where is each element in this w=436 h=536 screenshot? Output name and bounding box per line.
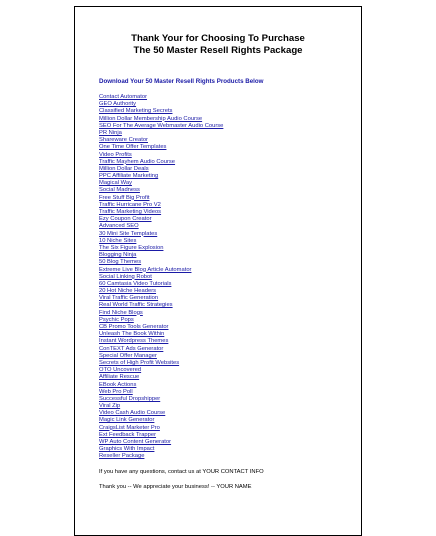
- product-download-link[interactable]: CraigsList Marketer Pro: [99, 424, 160, 431]
- list-item: [99, 446, 223, 453]
- product-download-link[interactable]: Contact Automator: [99, 94, 148, 100]
- list-item: [99, 216, 223, 223]
- list-item: [99, 410, 223, 417]
- list-item: [99, 152, 223, 159]
- list-item: [99, 187, 223, 194]
- product-download-link[interactable]: Secrets of High Profit Websites: [99, 359, 180, 366]
- product-download-link[interactable]: 20 Hot Niche Headers: [99, 288, 157, 295]
- product-download-link[interactable]: Reseller Package: [99, 453, 145, 460]
- list-item: [99, 374, 223, 381]
- product-download-link[interactable]: Million Dollar Deals: [99, 165, 149, 172]
- list-item: [99, 137, 223, 144]
- product-download-link[interactable]: Blogging Ninja: [99, 252, 137, 259]
- list-item: [99, 360, 223, 367]
- list-item: [99, 346, 223, 353]
- product-download-link[interactable]: One Time Offer Templates: [99, 144, 167, 151]
- product-download-link[interactable]: Social Madness: [99, 187, 140, 194]
- list-item: [99, 267, 223, 274]
- product-download-link[interactable]: GEO Authority: [99, 101, 137, 108]
- product-download-link[interactable]: Successful Dropshipper: [99, 395, 161, 402]
- list-item: [99, 238, 223, 245]
- product-download-link[interactable]: Free Stuff Big Profit: [99, 194, 150, 201]
- list-item: [99, 94, 223, 101]
- download-heading: Download Your 50 Master Resell Rights Products Below: [99, 78, 264, 85]
- document-page: [74, 6, 362, 536]
- product-download-link[interactable]: Traffic Marketing Videos: [99, 209, 162, 215]
- product-download-link[interactable]: Million Dollar Membership Audio Course: [99, 115, 203, 122]
- list-item: [99, 159, 223, 166]
- product-download-link[interactable]: Instant Wordpress Themes: [99, 338, 169, 345]
- list-item: [99, 144, 223, 151]
- list-item: [99, 417, 223, 424]
- product-download-link[interactable]: PPC Affiliate Marketing: [99, 173, 159, 180]
- list-item: [99, 425, 223, 432]
- list-item: [99, 173, 223, 180]
- list-item: [99, 302, 223, 309]
- list-item: [99, 274, 223, 281]
- product-download-link[interactable]: Video Profits: [99, 151, 132, 158]
- list-item: [99, 403, 223, 410]
- list-item: [99, 252, 223, 259]
- list-item: [99, 101, 223, 108]
- title-line-1: Thank Your for Choosing To Purchase: [131, 33, 305, 44]
- product-download-link[interactable]: Web Pro Poll: [99, 388, 133, 395]
- product-download-link[interactable]: Graphics With Impact: [99, 446, 155, 453]
- list-item: [99, 166, 223, 173]
- product-download-link[interactable]: Magic Link Generator: [99, 417, 155, 424]
- list-item: [99, 281, 223, 288]
- list-item: [99, 202, 223, 209]
- list-item: [99, 396, 223, 403]
- page-title: [75, 33, 361, 57]
- list-item: [99, 288, 223, 295]
- list-item: [99, 338, 223, 345]
- list-item: [99, 324, 223, 331]
- contact-note: If you have any questions, contact us at YOUR CONTACT INFO: [99, 469, 264, 475]
- product-download-link[interactable]: OTO Uncovered: [99, 367, 142, 374]
- list-item: [99, 231, 223, 238]
- list-item: [99, 223, 223, 230]
- product-download-link[interactable]: 50 Blog Themes: [99, 259, 142, 266]
- list-item: [99, 382, 223, 389]
- product-download-link[interactable]: Viral Traffic Generation: [99, 295, 159, 302]
- product-download-link[interactable]: Video Cash Audio Course: [99, 410, 166, 417]
- product-download-link[interactable]: Viral Zip: [99, 403, 121, 410]
- product-download-link[interactable]: Unleash The Book Within: [99, 331, 165, 338]
- product-download-link[interactable]: Extreme Live Blog Article Automator: [99, 266, 192, 273]
- thank-you-note: Thank you -- We appreciate your business! -- YOUR NAME: [99, 484, 252, 490]
- product-download-link[interactable]: Affiliate Rescue: [99, 374, 140, 381]
- list-item: [99, 432, 223, 439]
- product-download-link[interactable]: Advanced SEO: [99, 223, 139, 230]
- product-download-link[interactable]: WP Auto Content Generator: [99, 439, 172, 445]
- list-item: [99, 123, 223, 130]
- product-download-link[interactable]: 10 Niche Sites: [99, 237, 137, 244]
- product-download-link[interactable]: Real World Traffic Strategies: [99, 302, 173, 309]
- product-link-list: [99, 94, 223, 461]
- product-download-link[interactable]: 30 Mini Site Templates: [99, 230, 158, 237]
- list-item: [99, 389, 223, 396]
- product-download-link[interactable]: Traffic Hurricane Pro V2: [99, 201, 161, 208]
- product-download-link[interactable]: Ext Feedback Trapper: [99, 431, 157, 438]
- list-item: [99, 108, 223, 115]
- product-download-link[interactable]: Social Linking Robot: [99, 273, 152, 280]
- product-download-link[interactable]: CB Promo Tools Generator: [99, 324, 169, 330]
- product-download-link[interactable]: ConTEXT Ads Generator: [99, 345, 164, 352]
- product-download-link[interactable]: Traffic Mayhem Audio Course: [99, 158, 176, 165]
- product-download-link[interactable]: Find Niche Blogs: [99, 309, 143, 316]
- list-item: [99, 209, 223, 216]
- product-download-link[interactable]: Psychic Pops: [99, 316, 134, 323]
- product-download-link[interactable]: 60 Camtasia Video Tutorials: [99, 280, 172, 287]
- list-item: [99, 295, 223, 302]
- list-item: [99, 367, 223, 374]
- list-item: [99, 195, 223, 202]
- list-item: [99, 180, 223, 187]
- product-download-link[interactable]: PR Ninja: [99, 129, 122, 136]
- product-download-link[interactable]: Ezy Coupon Creator: [99, 216, 152, 223]
- list-item: [99, 439, 223, 446]
- product-download-link[interactable]: EBook Actions: [99, 381, 137, 388]
- list-item: [99, 453, 223, 460]
- list-item: [99, 116, 223, 123]
- list-item: [99, 130, 223, 137]
- list-item: [99, 310, 223, 317]
- list-item: [99, 245, 223, 252]
- product-download-link[interactable]: Magical Way: [99, 180, 132, 187]
- list-item: [99, 317, 223, 324]
- list-item: [99, 259, 223, 266]
- list-item: [99, 331, 223, 338]
- product-download-link[interactable]: Classified Marketing Secrets: [99, 108, 173, 115]
- list-item: [99, 353, 223, 360]
- product-download-link[interactable]: Special Offer Manager: [99, 352, 157, 359]
- title-line-2: The 50 Master Resell Rights Package: [133, 45, 303, 56]
- product-download-link[interactable]: Shareware Creator: [99, 137, 148, 144]
- product-download-link[interactable]: The Six Figure Explosion: [99, 244, 164, 251]
- product-download-link[interactable]: SEO For The Average Webmaster Audio Course: [99, 122, 224, 129]
